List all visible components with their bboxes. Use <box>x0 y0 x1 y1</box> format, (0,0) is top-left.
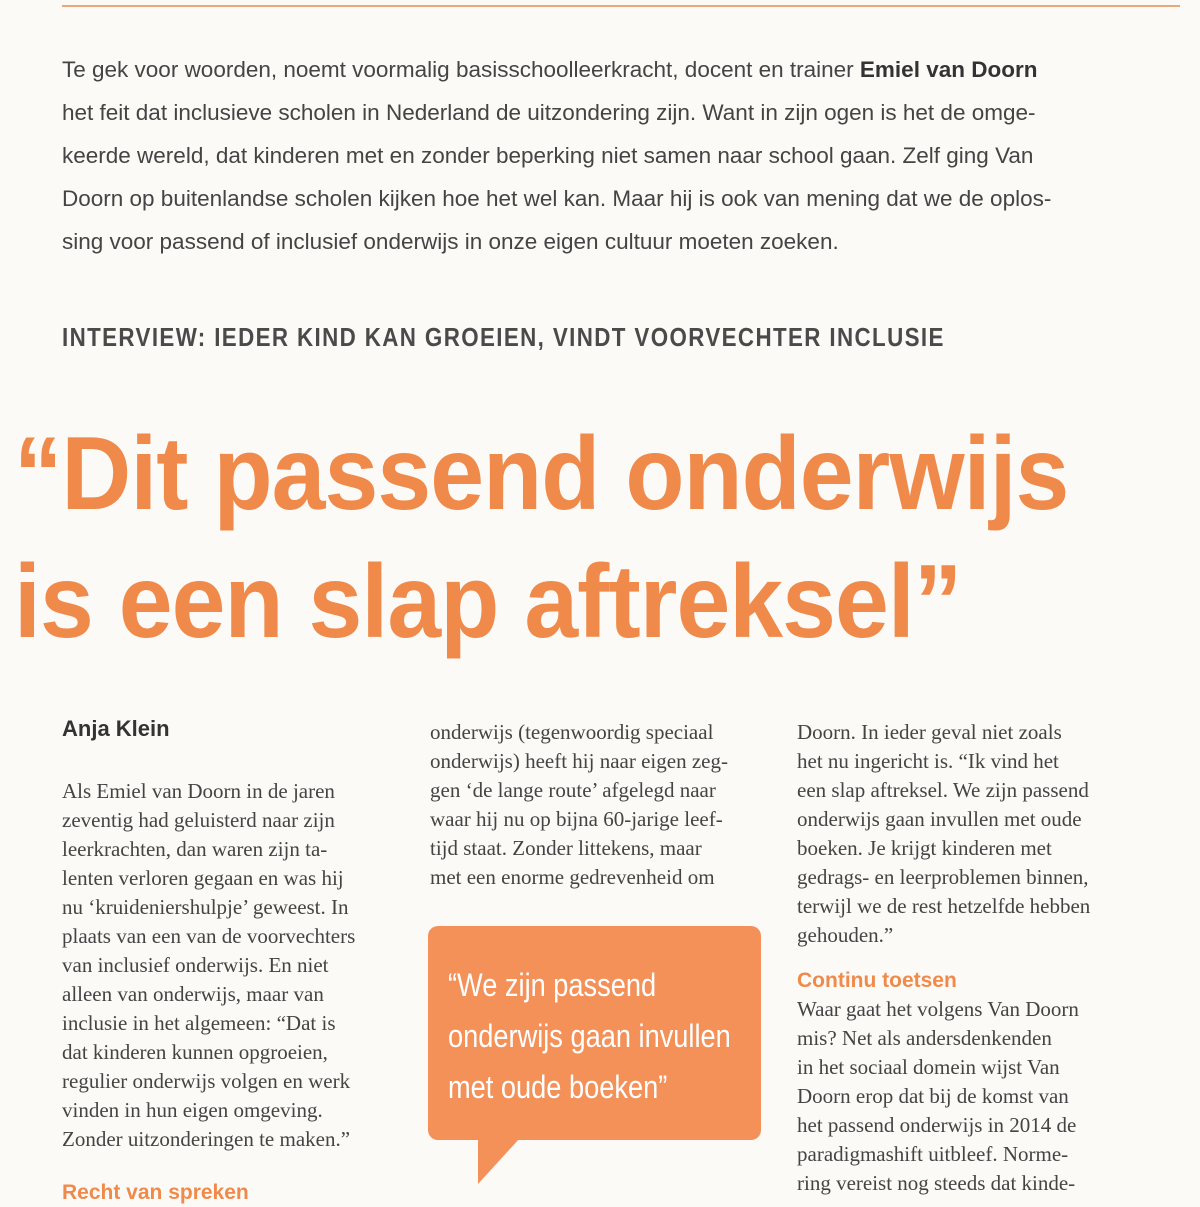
column-2 <box>430 718 760 892</box>
body-line: het passend onderwijs in 2014 de <box>797 1113 1077 1137</box>
body-line: plaats van een van de voorvechters <box>62 924 356 948</box>
body-line: Als Emiel van Doorn in de jaren <box>62 779 335 803</box>
intro-line: sing voor passend of inclusief onderwijs in onze eigen cultuur moeten zoeken. <box>62 229 839 254</box>
body-line: gedrags- en leerproblemen binnen, <box>797 865 1089 889</box>
body-line: waar hij nu op bijna 60-jarige leef- <box>430 807 723 831</box>
pull-quote-line: met oude boeken” <box>448 1069 668 1105</box>
body-line: terwijl we de rest hetzelfde hebben <box>797 894 1091 918</box>
subhead-continu-toetsen: Continu toetsen <box>797 969 957 992</box>
headline-line-2: is een slap aftreksel” <box>14 544 962 660</box>
headline <box>14 410 1068 666</box>
top-rule <box>62 0 1180 7</box>
body-line: Doorn. In ieder geval niet zoals <box>797 720 1062 744</box>
pull-quote-tail <box>478 1138 520 1184</box>
body-line: leerkrachten, dan waren zijn ta- <box>62 837 328 861</box>
intro-bold-name: Emiel van Doorn <box>859 57 1038 82</box>
intro-line: het feit dat inclusieve scholen in Nederland de uitzondering zijn. Want in zijn ogen is het de omge- <box>62 100 1036 125</box>
body-line: tijd staat. Zonder littekens, maar <box>430 836 702 860</box>
body-line: Doorn erop dat bij de komst van <box>797 1084 1069 1108</box>
body-line: onderwijs) heeft hij naar eigen zeg- <box>430 749 728 773</box>
body-line: alleen van onderwijs, maar van <box>62 982 324 1006</box>
body-line: ring vereist nog steeds dat kinde- <box>797 1171 1076 1195</box>
body-line: mis? Net als andersdenkenden <box>797 1026 1052 1050</box>
intro-line: Te gek voor woorden, noemt voormalig basisschoolleerkracht, docent en trainer Emiel van Doorn <box>62 57 1038 82</box>
subhead-recht-van-spreken: Recht van spreken <box>62 1181 249 1204</box>
intro-paragraph <box>62 48 1152 263</box>
body-line: vinden in hun eigen omgeving. <box>62 1098 323 1122</box>
body-line: nu ‘kruideniershulpje’ geweest. In <box>62 895 349 919</box>
kicker: INTERVIEW: IEDER KIND KAN GROEIEN, VINDT VOORVECHTER INCLUSIE <box>62 322 945 352</box>
body-line: met een enorme gedrevenheid om <box>430 865 715 889</box>
body-line: het nu ingericht is. “Ik vind het <box>797 749 1059 773</box>
body-line: lenten verloren gegaan en was hij <box>62 866 344 890</box>
body-line: Waar gaat het volgens Van Doorn <box>797 997 1079 1021</box>
body-line: inclusie in het algemeen: “Dat is <box>62 1011 336 1035</box>
body-line: in het sociaal domein wijst Van <box>797 1055 1060 1079</box>
body-line: paradigmashift uitbleef. Norme- <box>797 1142 1069 1166</box>
body-line: gehouden.” <box>797 923 894 947</box>
body-line: van inclusief onderwijs. En niet <box>62 953 329 977</box>
body-line: zeventig had geluisterd naar zijn <box>62 808 335 832</box>
pull-quote-text <box>448 960 731 1113</box>
body-line: Zonder uitzonderingen te maken.” <box>62 1127 351 1151</box>
body-line: onderwijs gaan invullen met oude <box>797 807 1082 831</box>
intro-line: Doorn op buitenlandse scholen kijken hoe het wel kan. Maar hij is ook van mening dat we de oplos- <box>62 186 1052 211</box>
body-line: een slap aftreksel. We zijn passend <box>797 778 1089 802</box>
headline-line-1: “Dit passend onderwijs <box>14 416 1069 532</box>
body-line: onderwijs (tegenwoordig speciaal <box>430 720 714 744</box>
body-line: regulier onderwijs volgen en werk <box>62 1069 351 1093</box>
body-line: gen ‘de lange route’ afgelegd naar <box>430 778 716 802</box>
body-line: boeken. Je krijgt kinderen met <box>797 836 1052 860</box>
column-1 <box>62 777 392 1154</box>
intro-line: keerde wereld, dat kinderen met en zonder beperking niet samen naar school gaan. Zelf ging Van <box>62 143 1034 168</box>
pull-quote-line: onderwijs gaan invullen <box>448 1018 731 1054</box>
byline: Anja Klein <box>62 716 170 741</box>
pull-quote-line: “We zijn passend <box>448 967 657 1003</box>
column-3 <box>797 718 1137 1198</box>
body-line: dat kinderen kunnen opgroeien, <box>62 1040 328 1064</box>
